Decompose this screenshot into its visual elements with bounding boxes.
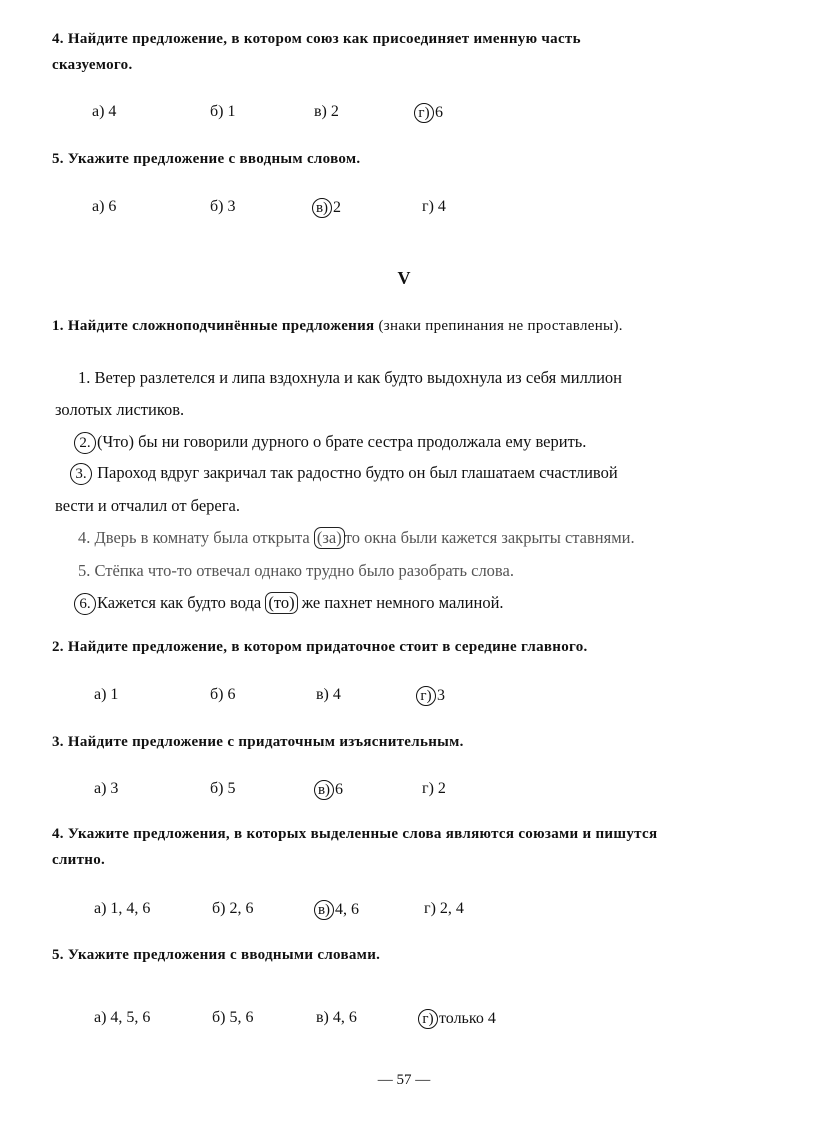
selected-answer-circle: в) xyxy=(314,780,334,800)
sentence-text: то окна были кажется закрыты ставнями. xyxy=(344,528,635,547)
highlighted-word: (то) xyxy=(265,592,297,614)
question-text-line2: сказуемого. xyxy=(52,57,133,73)
option-v-selected[interactable] xyxy=(312,198,341,218)
option-a[interactable]: а) 1 xyxy=(94,686,119,703)
option-v-selected[interactable] xyxy=(314,900,359,920)
selected-answer-circle: г) xyxy=(416,686,436,706)
option-v[interactable]: в) 4 xyxy=(316,686,341,703)
page-number: — 57 — xyxy=(377,1072,431,1088)
option-b[interactable]: б) 2, 6 xyxy=(212,900,254,917)
sentence-1-line2: золотых листиков. xyxy=(55,400,185,419)
sentence-3-line1 xyxy=(70,461,618,485)
option-a[interactable]: а) 3 xyxy=(94,780,119,797)
question-text-line1: 4. Найдите предложение, в котором союз как присоединяет именную часть xyxy=(52,31,581,47)
question-prev-5: 5. Укажите предложение с вводным словом. xyxy=(52,151,361,167)
option-g-selected[interactable] xyxy=(414,103,443,123)
option-g[interactable]: г) 2 xyxy=(422,780,446,797)
option-value: только 4 xyxy=(439,1010,496,1027)
question-v-2: 2. Найдите предложение, в котором придаточное стоит в середине главного. xyxy=(52,639,588,655)
option-g[interactable]: г) 2, 4 xyxy=(424,900,464,917)
selected-answer-circle: в) xyxy=(314,900,334,920)
option-value: 3 xyxy=(437,687,445,704)
option-g-selected[interactable] xyxy=(418,1009,496,1029)
option-b[interactable]: б) 5, 6 xyxy=(212,1009,254,1026)
option-b[interactable]: б) 1 xyxy=(210,103,236,120)
highlighted-word: (за) xyxy=(314,527,345,549)
option-value: 6 xyxy=(335,781,343,798)
option-g-selected[interactable] xyxy=(416,686,445,706)
circled-number: 3. xyxy=(70,463,92,485)
circled-number: 2. xyxy=(74,432,96,454)
section-title: V xyxy=(397,268,411,288)
circled-number: 6. xyxy=(74,593,96,615)
sentence-text: 4. Дверь в комнату была открыта xyxy=(78,528,310,547)
sentence-text: Пароход вдруг закричал так радостно будто он был глашатаем счастливой xyxy=(97,463,618,482)
selected-answer-circle: г) xyxy=(418,1009,438,1029)
question-v-5: 5. Укажите предложения с вводными словами. xyxy=(52,947,381,963)
option-value: 6 xyxy=(435,104,443,121)
question-v-3: 3. Найдите предложение с придаточным изъяснительным. xyxy=(52,734,464,750)
option-a[interactable]: а) 1, 4, 6 xyxy=(94,900,151,917)
sentence-4 xyxy=(78,526,635,550)
sentence-text: же пахнет немного малиной. xyxy=(301,593,504,612)
option-v[interactable]: в) 4, 6 xyxy=(316,1009,357,1026)
option-b[interactable]: б) 6 xyxy=(210,686,236,703)
question-v-1 xyxy=(52,313,623,339)
question-v-4 xyxy=(52,821,792,873)
option-value: 2 xyxy=(333,199,341,216)
option-b[interactable]: б) 5 xyxy=(210,780,236,797)
sentence-text: бы ни говорили дурного о брате сестра продолжала ему верить. xyxy=(138,432,587,451)
question-prev-4 xyxy=(52,26,772,78)
selected-answer-circle: г) xyxy=(414,103,434,123)
selected-answer-circle: в) xyxy=(312,198,332,218)
sentence-5: 5. Стёпка что-то отвечал однако трудно было разобрать слова. xyxy=(78,561,514,580)
option-v[interactable]: в) 2 xyxy=(314,103,339,120)
question-note: (знаки препинания не проставлены). xyxy=(378,318,623,334)
question-text-line1: 4. Укажите предложения, в которых выделенные слова являются союзами и пишутся xyxy=(52,826,658,842)
option-a[interactable]: а) 4 xyxy=(92,103,117,120)
sentence-2 xyxy=(74,430,586,454)
sentence-6 xyxy=(74,591,504,615)
sentence-1-line1: 1. Ветер разлетелся и липа вздохнула и как будто выдохнула из себя миллион xyxy=(78,368,623,387)
option-g[interactable]: г) 4 xyxy=(422,198,446,215)
option-b[interactable]: б) 3 xyxy=(210,198,236,215)
sentence-text: Кажется как будто вода xyxy=(97,593,262,612)
highlighted-word: (Что) xyxy=(97,432,134,451)
option-v-selected[interactable] xyxy=(314,780,343,800)
sentence-3-line2: вести и отчалил от берега. xyxy=(55,496,240,515)
option-a[interactable]: а) 4, 5, 6 xyxy=(94,1009,151,1026)
option-a[interactable]: а) 6 xyxy=(92,198,117,215)
question-text: 1. Найдите сложноподчинённые предложения xyxy=(52,318,375,334)
option-value: 4, 6 xyxy=(335,901,359,918)
question-text-line2: слитно. xyxy=(52,852,106,868)
